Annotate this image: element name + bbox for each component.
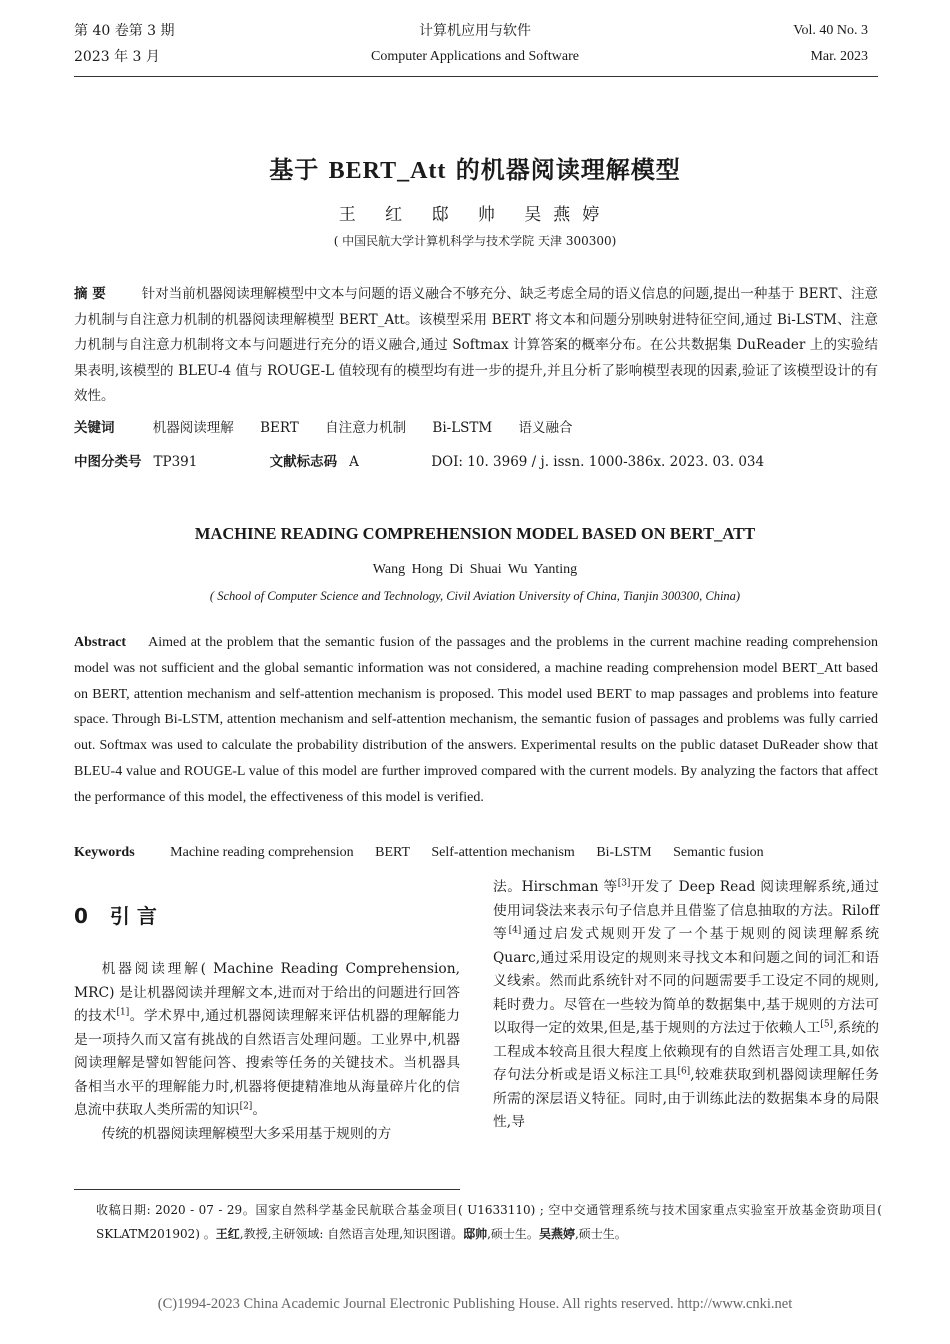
abstract-en-text: Aimed at the problem that the semantic fusion of the passages and the problems in the current machine reading comprehension model was not sufficient and the global semantic information was not considered, a machine reading comprehension model BERT_Att based on BERT, attention mechanism and self-attention mechanism is proposed. This model used BERT to map passages and problems into feature space. Through Bi-LSTM, attention mechanism and self-attention mechanism, the semantic fusion of passages and problems was fully carried out. Softmax was used to calculate the probability distribution of the answers. Experimental results on the public dataset DuReader show that BLEU-4 value and ROUGE-L value of this model are further improved compared with the current models. By analyzing the factors that affect the performance of this model, the effectiveness of this model is verified. <box>74 635 878 805</box>
title-cn-strong: BERT_Att <box>328 158 447 184</box>
author-name: 邸帅 <box>463 1227 488 1241</box>
paragraph: 传统的机器阅读理解模型大多采用基于规则的方 <box>101 1125 392 1142</box>
text-run: ,系统的工程成本较高且很大程度上依赖现有的自然语言处理工具,如依存句法分析或是语义标注工具 <box>493 1020 879 1083</box>
body-left-column <box>74 958 460 1146</box>
footnote-text: ,教授,主研领域: 自然语言处理,知识图谱。 <box>239 1227 464 1241</box>
footnote-text: 收稿日期: 2020 - 07 - 29。国家自然科学基金民航联合基金项目( U1633110) ; 空中交通管理系统与技术国家重点实验室开放基金资助项目( SKLATM201902) 。 <box>96 1203 882 1241</box>
date-cn: 2023 年 3 月 <box>74 49 160 65</box>
affiliation-cn: ( 中国民航大学计算机科学与技术学院 天津 300300) <box>333 234 617 248</box>
text-run: 机器阅读理解( Machine Reading Comprehension, MRC) 是让机器阅读并理解文本,进而对于给出的问题进行回答的技术 <box>74 961 460 1024</box>
copyright-footer: (C)1994-2023 China Academic Journal Electronic Publishing House. All rights reserved. http://www.cnki.net <box>157 1296 793 1312</box>
doc-code-label: 文献标志码 <box>269 454 338 470</box>
keyword-en-item: Semantic fusion <box>673 845 764 860</box>
keyword-en-item: Bi-LSTM <box>596 845 652 860</box>
date-en: Mar. 2023 <box>810 49 868 64</box>
citation: [4] <box>508 925 522 936</box>
classification-row <box>74 450 894 470</box>
citation: [2] <box>239 1101 253 1112</box>
author-name: 吴燕婷 <box>538 1227 575 1241</box>
citation: [3] <box>617 878 631 889</box>
title-en: MACHINE READING COMPREHENSION MODEL BASED ON BERT_ATT <box>194 524 756 543</box>
abstract-cn-text: 针对当前机器阅读理解模型中文本与问题的语义融合不够充分、缺乏考虑全局的语义信息的问题,提出一种基于 BERT、注意力机制与自注意力机制的机器阅读理解模型 BERT_Att。该模型采用 BERT 将文本和问题分别映射进特征空间,通过 Bi-LSTM、注意力机制与自注意力机制将文本与问题进行充分的语义融合,通过 Softmax 计算答案的概率分布。在公共数据集 DuReader 上的实验结果表明,该模型的 BLEU-4 值与 ROUGE-L 值较现有的模型均有进一步的提升,并且分析了影响模型表现的因素,验证了该模型设计的有效性。 <box>74 286 878 404</box>
footnote-rule <box>74 1189 460 1190</box>
affiliation-en: ( School of Computer Science and Technology, Civil Aviation University of China, Tianjin 300300, China) <box>209 589 741 603</box>
abstract-cn-label: 摘 要 <box>74 286 106 302</box>
title-cn <box>0 150 950 185</box>
section-number: 0 <box>74 904 88 928</box>
text-run: ,较难获取到机器阅读理解任务所需的深层语义特征。同时,由于训练此法的数据集本身的局限性,导 <box>493 1067 880 1130</box>
keywords-en <box>74 845 764 861</box>
keyword-cn-item: 机器阅读理解 <box>152 420 234 436</box>
keyword-cn-item: 语义融合 <box>518 420 573 436</box>
keywords-en-label: Keywords <box>74 845 135 860</box>
keywords-cn <box>74 416 573 436</box>
clc-label: 中图分类号 <box>74 454 142 470</box>
header-rule <box>74 76 878 77</box>
text-run: 开发了 Deep Read 阅读理解系统,通过使用词袋法来表示句子信息并且借鉴了信息抽取的方法。Riloff 等 <box>493 879 879 942</box>
authors-en: Wang Hong Di Shuai Wu Yanting <box>372 562 578 577</box>
text-run: 法。Hirschman 等 <box>493 879 618 895</box>
journal-issue-cn: 第 40 卷第 3 期 <box>74 23 175 39</box>
keyword-en-item: Self-attention mechanism <box>431 845 575 860</box>
citation: [6] <box>677 1066 691 1077</box>
abstract-en <box>74 630 878 811</box>
title-cn-post: 的机器阅读理解模型 <box>446 156 681 184</box>
paragraph <box>74 958 460 1123</box>
footnote-text: ,硕士生。 <box>487 1227 539 1241</box>
author-name: 王红 <box>215 1227 240 1241</box>
authors-cn: 王 红 邸 帅 吴燕婷 <box>338 205 612 225</box>
abstract-cn <box>74 282 878 410</box>
keyword-cn-item: BERT <box>260 420 299 436</box>
doi: DOI: 10. 3969 / j. issn. 1000-386x. 2023. 03. 034 <box>431 454 765 470</box>
text-run: 。学术界中,通过机器阅读理解来评估机器的理解能力是一项持久而又富有挑战的自然语言处理问题。工业界中,机器阅读理解是譬如智能问答、搜索等任务的关键技术。当机器具备相当水平的理解能力时,机器将便捷精准地从海量碎片化的信息流中获取人类所需的知识 <box>74 1008 461 1118</box>
body-right-column <box>493 876 879 1135</box>
text-run: 。 <box>252 1102 267 1118</box>
abstract-en-label: Abstract <box>74 635 127 650</box>
paragraph <box>493 876 879 1135</box>
text-run: 通过启发式规则开发了一个基于规则的阅读理解系统 Quarc,通过采用设定的规则来寻找文本和问题之间的词汇和语义线索。然而此系统针对不同的问题需要手工设定不同的规则,耗时费力。尽管在一些较为简单的数据集中,基于规则的方法可以取得一定的效果,但是,基于规则的方法过于依赖人工 <box>493 926 880 1036</box>
keyword-cn-item: 自注意力机制 <box>325 420 407 436</box>
keywords-cn-label: 关键词 <box>74 420 115 436</box>
footnote-text: ,硕士生。 <box>574 1227 627 1241</box>
journal-name-en: Computer Applications and Software <box>370 49 580 64</box>
section-title: 引 言 <box>109 904 157 928</box>
keyword-en-item: Machine reading comprehension <box>170 845 354 860</box>
citation: [5] <box>820 1019 834 1030</box>
keyword-cn-item: Bi-LSTM <box>432 420 493 436</box>
clc-value: TP391 <box>153 454 198 470</box>
keyword-en-item: BERT <box>375 845 410 860</box>
citation: [1] <box>116 1007 130 1018</box>
doc-code-value: A <box>349 454 359 470</box>
journal-name-cn: 计算机应用与软件 <box>419 23 531 39</box>
title-cn-pre: 基于 <box>269 156 329 184</box>
footnote <box>96 1198 882 1246</box>
section-heading <box>74 900 179 929</box>
volume-en: Vol. 40 No. 3 <box>793 23 868 38</box>
